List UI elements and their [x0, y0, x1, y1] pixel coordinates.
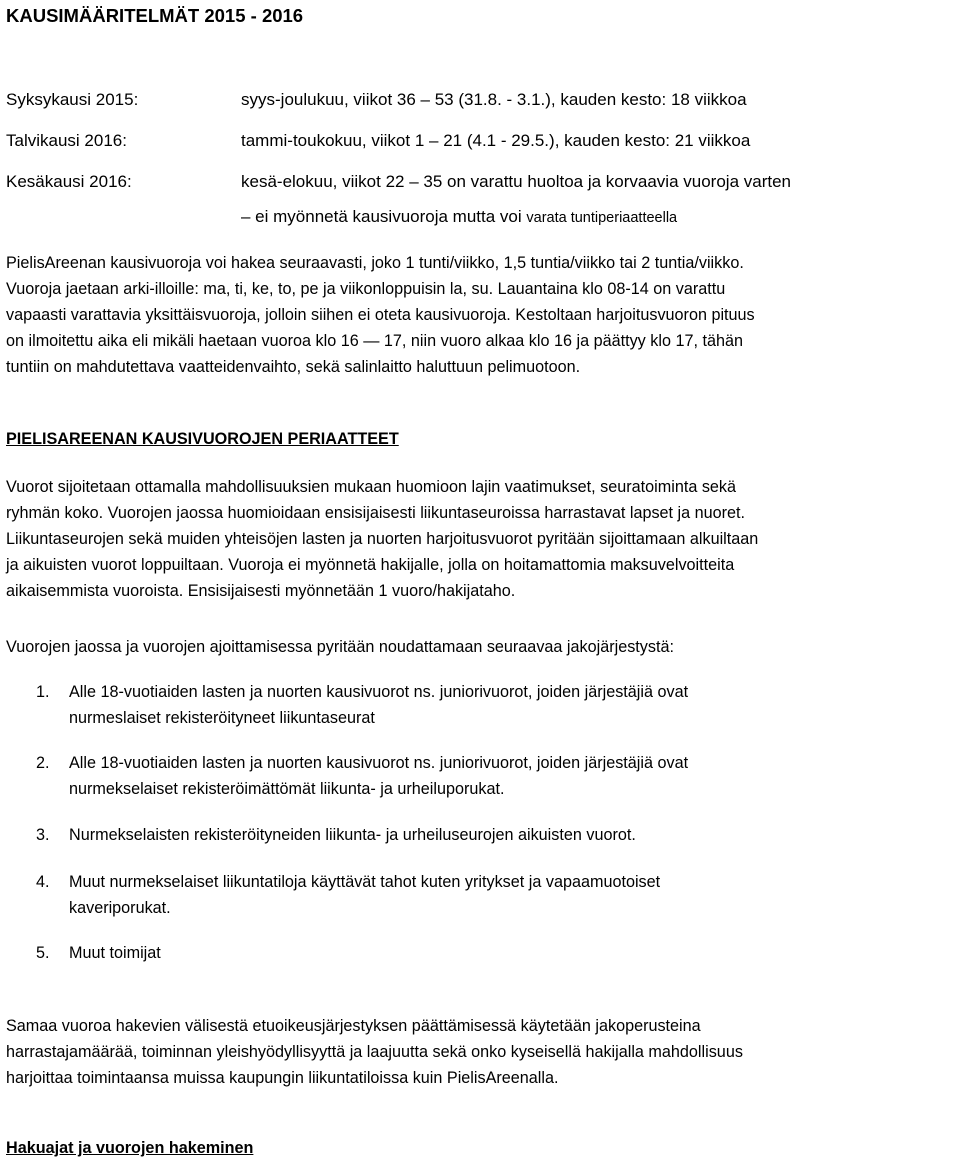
tie-break-paragraph — [6, 1013, 956, 1091]
list-item — [6, 679, 956, 731]
paragraph-line: ryhmän koko. Vuorojen jaossa huomioidaan ensisijaisesti liikuntaseuroissa harrastavat lapset ja nuoret. — [6, 504, 746, 522]
list-item — [6, 822, 956, 848]
list-item — [6, 750, 956, 802]
season-description: tammi-toukokuu, viikot 1 – 21 (4.1 - 29.5.), kauden kesto: 21 viikkoa — [241, 131, 751, 150]
season-row-summer — [6, 172, 956, 196]
application-heading: Hakuajat ja vuorojen hakeminen — [6, 1139, 254, 1157]
list-item-line: Alle 18-vuotiaiden lasten ja nuorten kausivuorot ns. juniorivuorot, joiden järjestäjiä ovat — [69, 754, 689, 772]
list-item-text — [69, 822, 949, 848]
paragraph-line: aikaisemmista vuoroista. Ensisijaisesti myönnetään 1 vuoro/hakijataho. — [6, 582, 516, 600]
list-item-number: 3. — [36, 826, 50, 844]
list-item-line: kaveriporukat. — [69, 899, 171, 917]
paragraph-line: Vuorot sijoitetaan ottamalla mahdollisuuksien mukaan huomioon lajin vaatimukset, seuratoiminta sekä — [6, 478, 737, 496]
list-item-line: Muut toimijat — [69, 944, 161, 962]
list-item-number: 2. — [36, 754, 50, 772]
list-item-number: 4. — [36, 873, 50, 891]
list-item-line: Nurmekselaisten rekisteröityneiden liikunta- ja urheiluseurojen aikuisten vuorot. — [69, 826, 636, 844]
summer-note-main: – ei myönnetä kausivuoroja mutta voi — [241, 207, 527, 226]
season-label: Kesäkausi 2016: — [6, 172, 132, 191]
list-item-text — [69, 679, 949, 731]
season-label: Talvikausi 2016: — [6, 131, 127, 150]
list-item-line: Muut nurmekselaiset liikuntatiloja käyttävät tahot kuten yritykset ja vapaamuotoiset — [69, 873, 661, 891]
summer-note-small: varata tuntiperiaatteella — [526, 210, 678, 226]
paragraph-line: ja aikuisten vuorot loppuiltaan. Vuoroja ei myönnetä hakijalle, jolla on hoitamattomia maksuvelvoitteita — [6, 556, 735, 574]
paragraph-line: on ilmoitettu aika eli mikäli haetaan vuoroa klo 16 — 17, niin vuoro alkaa klo 16 ja päättyy klo 17, tähän — [6, 332, 743, 350]
principles-heading: PIELISAREENAN KAUSIVUOROJEN PERIAATTEET — [6, 430, 399, 448]
principles-paragraph — [6, 474, 956, 604]
list-item-number: 1. — [36, 683, 50, 701]
paragraph-line: Liikuntaseurojen sekä muiden yhteisöjen lasten ja nuorten harjoitusvuorot pyritään sijoittamaan alkuiltaan — [6, 530, 759, 548]
paragraph-line: Vuoroja jaetaan arki-illoille: ma, ti, ke, to, pe ja viikonloppuisin la, su. Lauantaina klo 08-14 on varattu — [6, 280, 726, 298]
summer-note — [241, 207, 677, 227]
season-description: syys-joulukuu, viikot 36 – 53 (31.8. - 3.1.), kauden kesto: 18 viikkoa — [241, 90, 747, 109]
list-item-text — [69, 940, 949, 966]
list-item-text — [69, 750, 949, 802]
season-label: Syksykausi 2015: — [6, 90, 139, 109]
list-item-line: nurmekselaiset rekisteröimättömät liikunta- ja urheiluporukat. — [69, 780, 505, 798]
list-item-line: Alle 18-vuotiaiden lasten ja nuorten kausivuorot ns. juniorivuorot, joiden järjestäjiä ovat — [69, 683, 689, 701]
paragraph-line: Samaa vuoroa hakevien välisestä etuoikeusjärjestyksen päättämisessä käytetään jakoperusteina — [6, 1017, 701, 1035]
season-row-autumn — [6, 90, 956, 114]
paragraph-line: PielisAreenan kausivuoroja voi hakea seuraavasti, joko 1 tunti/viikko, 1,5 tuntia/viikko tai 2 tuntia/viikko. — [6, 254, 744, 272]
list-item-text — [69, 869, 949, 921]
list-item-line: nurmeslaiset rekisteröityneet liikuntaseurat — [69, 709, 375, 727]
paragraph-line: vapaasti varattavia yksittäisvuoroja, jolloin siihen ei oteta kausivuoroja. Kestoltaan harjoitusvuoron pituus — [6, 306, 755, 324]
order-intro — [6, 634, 956, 660]
document-title: KAUSIMÄÄRITELMÄT 2015 - 2016 — [6, 5, 304, 26]
paragraph-line: Vuorojen jaossa ja vuorojen ajoittamisessa pyritään noudattamaan seuraavaa jakojärjestystä: — [6, 638, 674, 656]
season-row-winter — [6, 131, 956, 155]
season-description: kesä-elokuu, viikot 22 – 35 on varattu huoltoa ja korvaavia vuoroja varten — [241, 172, 791, 191]
list-item-number: 5. — [36, 944, 50, 962]
list-item — [6, 940, 956, 966]
intro-paragraph — [6, 250, 956, 380]
list-item — [6, 869, 956, 921]
paragraph-line: tuntiin on mahdutettava vaatteidenvaihto, sekä salinlaitto haluttuun pelimuotoon. — [6, 358, 581, 376]
paragraph-line: harrastajamäärää, toiminnan yleishyödyllisyyttä ja laajuutta sekä onko kyseisellä hakijalla mahdollisuus — [6, 1043, 743, 1061]
paragraph-line: harjoittaa toimintaansa muissa kaupungin liikuntatiloissa kuin PielisAreenalla. — [6, 1069, 559, 1087]
